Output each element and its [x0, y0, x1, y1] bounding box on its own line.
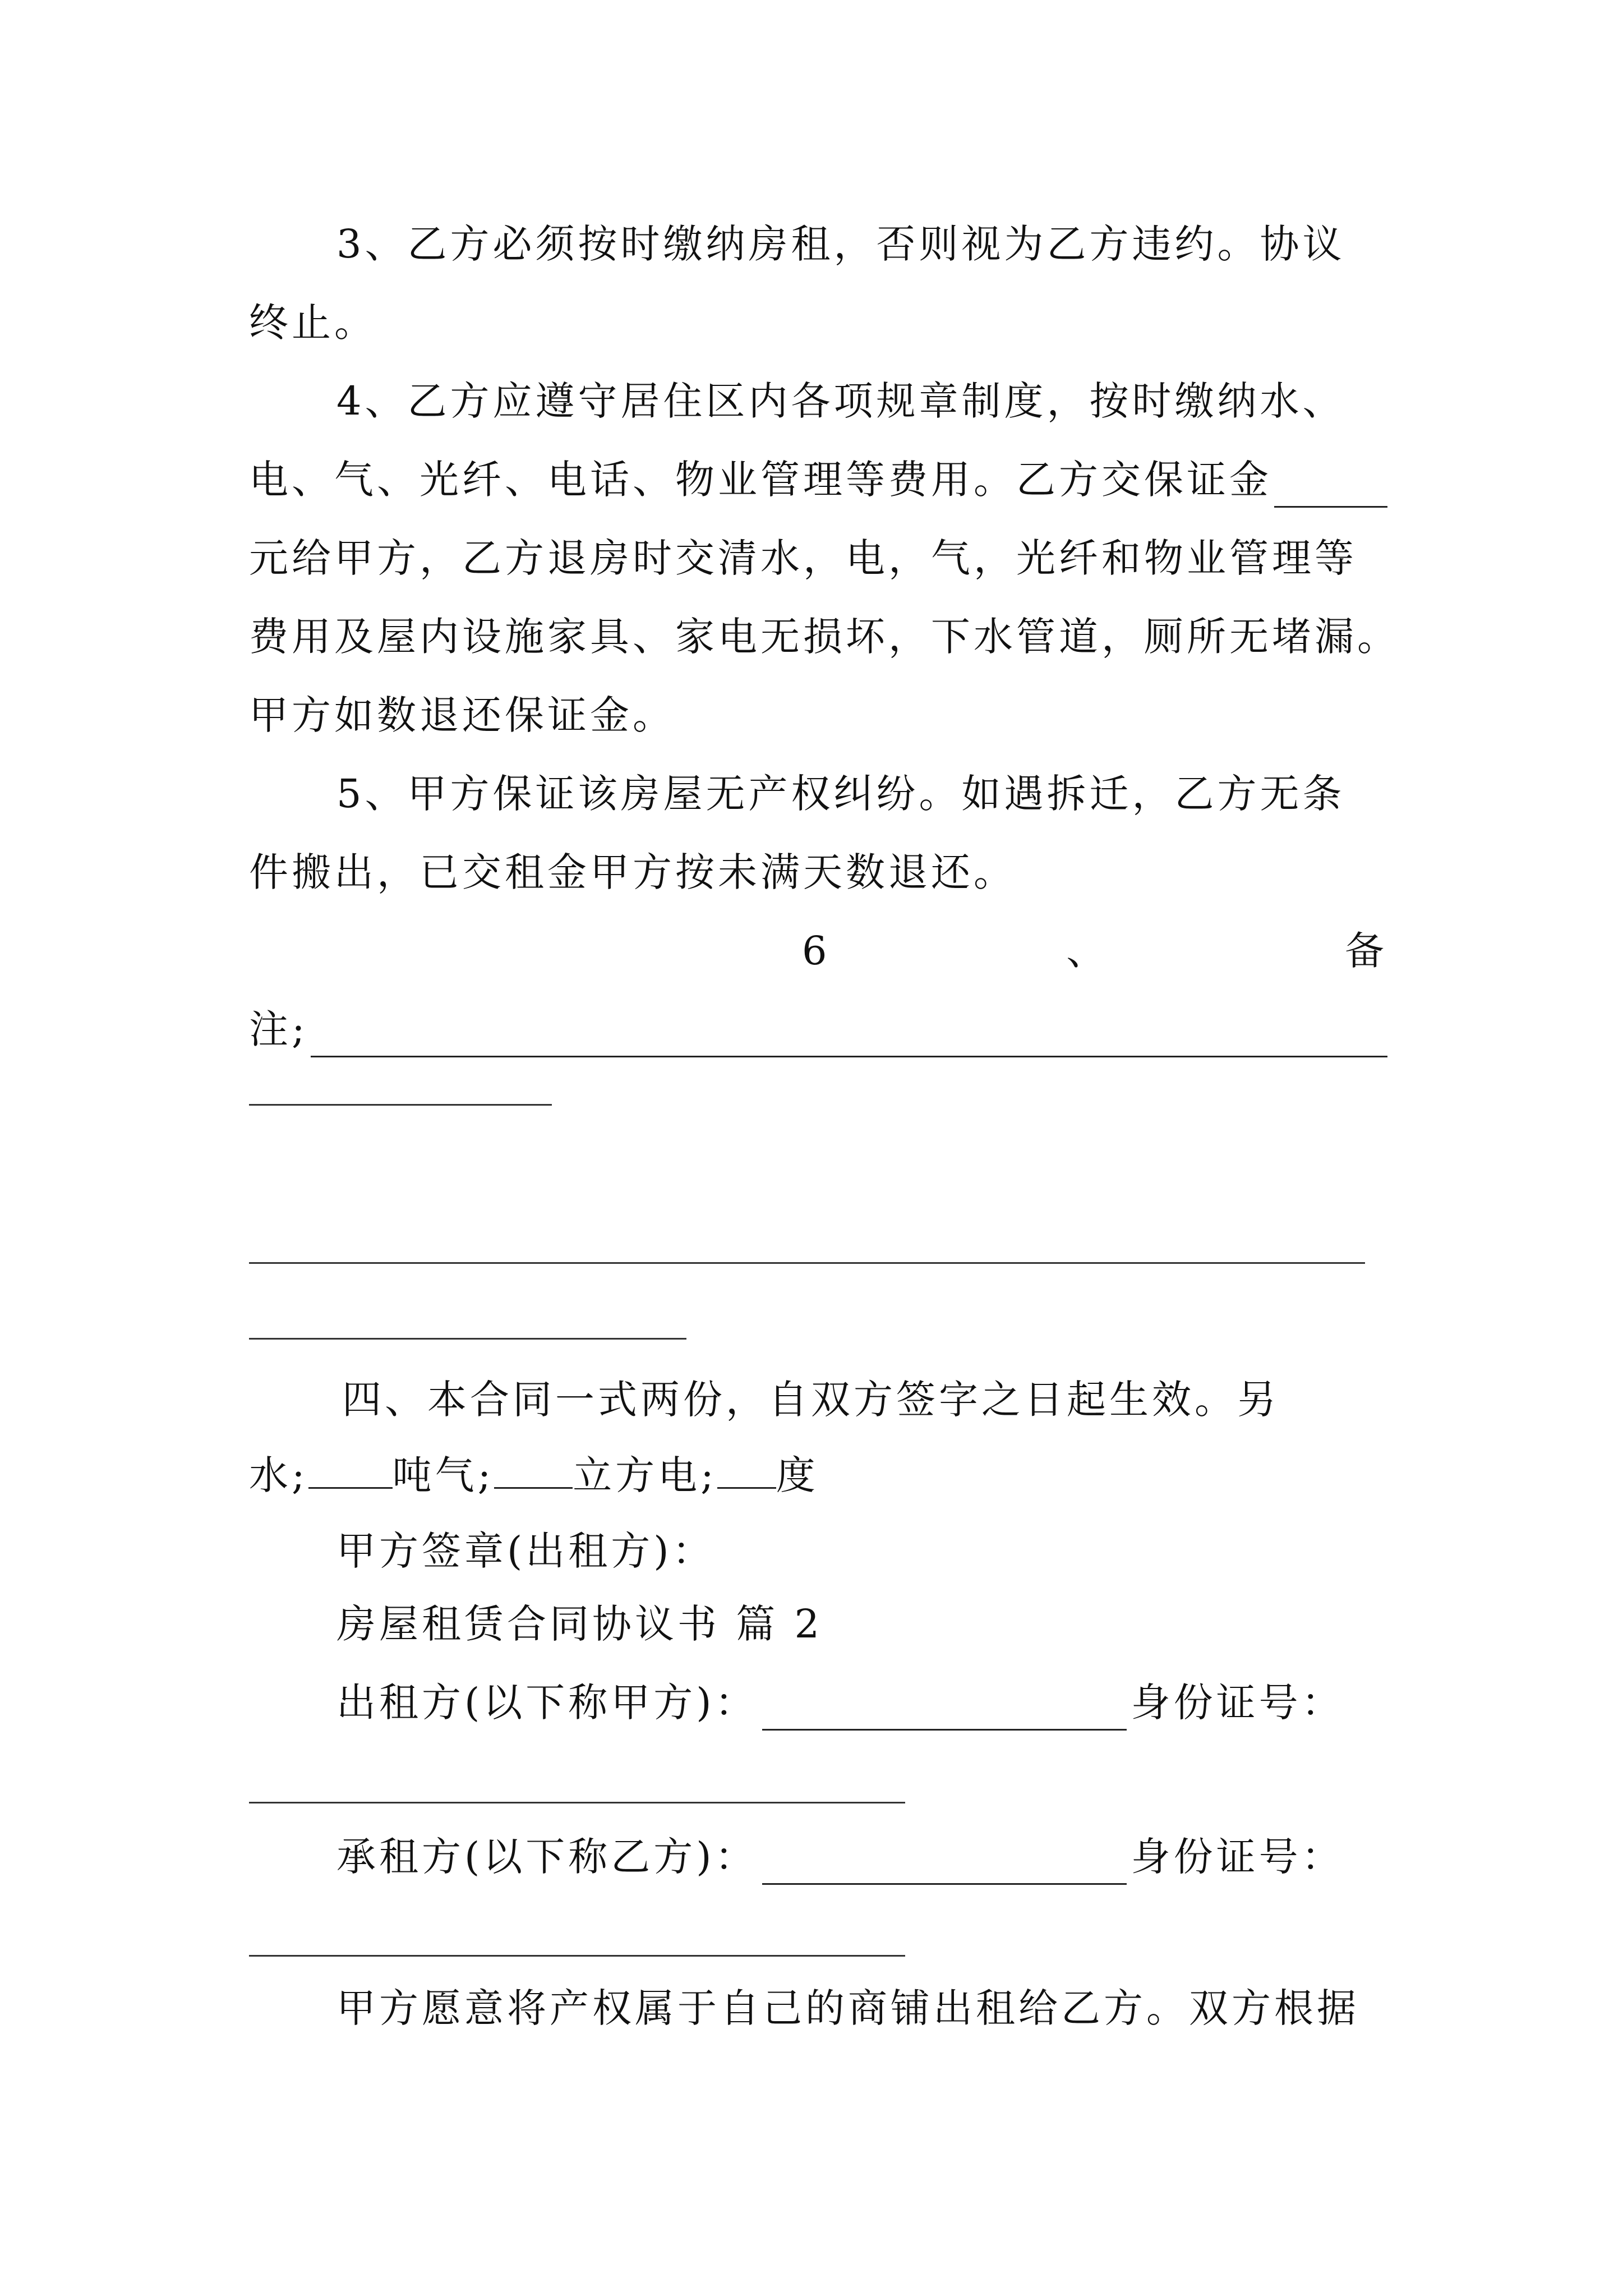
remarks-blank-3[interactable] [249, 1262, 1365, 1264]
clause-4-line-2 [249, 452, 1387, 508]
closing-line: 甲方愿意将产权属于自己的商铺出租给乙方。双方根据 [336, 1985, 1359, 2031]
lessee-name-blank[interactable] [762, 1848, 1127, 1885]
lessor-id-label: 身份证号： [1131, 1680, 1344, 1726]
water-label: 水; [249, 1452, 308, 1498]
cubic-elec-label: 立方电; [573, 1452, 717, 1498]
clause-6-line-1 [802, 923, 1387, 979]
remarks-blank-2[interactable] [249, 1104, 552, 1106]
lessee-line [336, 1829, 1387, 1885]
clause-5-line-1: 5、甲方保证该房屋无产权纠纷。如遇拆迁，乙方无条 [336, 771, 1345, 817]
lessor-line [336, 1674, 1387, 1731]
clause-6-line-2 [249, 1001, 1387, 1057]
deposit-blank[interactable] [1274, 471, 1387, 508]
lessee-id-blank[interactable] [249, 1955, 905, 1957]
elec-blank[interactable] [717, 1452, 776, 1489]
clause-6-separator: 、 [1066, 928, 1109, 974]
clause-4-line-3: 元给甲方，乙方退房时交清水，电，气，光纤和物业管理等 [249, 535, 1357, 581]
remarks-blank-4[interactable] [249, 1338, 686, 1340]
clause-3-line-1: 3、乙方必须按时缴纳房租，否则视为乙方违约。协议 [336, 221, 1345, 267]
lessor-label: 出租方(以下称甲方)： [336, 1680, 758, 1726]
gas-blank[interactable] [494, 1452, 573, 1489]
remarks-blank-1[interactable] [311, 1021, 1387, 1057]
degree-label: 度 [776, 1452, 819, 1498]
lessee-label: 承租方(以下称乙方)： [336, 1834, 758, 1880]
clause-4-line-5: 甲方如数退还保证金。 [249, 692, 675, 738]
section-4-line-1: 四、本合同一式两份，自双方签字之日起生效。另 [342, 1377, 1280, 1423]
clause-5-line-2: 件搬出，已交租金甲方按未满天数退还。 [249, 849, 1016, 895]
clause-6-number: 6 [802, 928, 831, 974]
clause-4-line-2-text: 电、气、光纤、电话、物业管理等费用。乙方交保证金 [249, 457, 1272, 503]
lessor-name-blank[interactable] [762, 1694, 1127, 1731]
clause-4-line-4: 费用及屋内设施家具、家电无损坏，下水管道，厕所无堵漏。 [249, 614, 1400, 660]
lessee-id-label: 身份证号： [1131, 1834, 1344, 1880]
lessor-id-blank[interactable] [249, 1802, 905, 1803]
section-4-line-2 [249, 1447, 1387, 1503]
ton-gas-label: 吨气; [392, 1452, 495, 1498]
clause-4-line-1: 4、乙方应遵守居住区内各项规章制度，按时缴纳水、 [336, 378, 1345, 424]
lessor-signature-line: 甲方签章(出租方)： [336, 1528, 715, 1574]
water-blank[interactable] [308, 1452, 393, 1489]
clause-3-line-2: 终止。 [249, 300, 377, 346]
remarks-label: 注; [249, 1006, 308, 1052]
clause-6-word: 备 [1344, 928, 1387, 974]
contract-2-title: 房屋租赁合同协议书 篇 2 [336, 1601, 823, 1647]
